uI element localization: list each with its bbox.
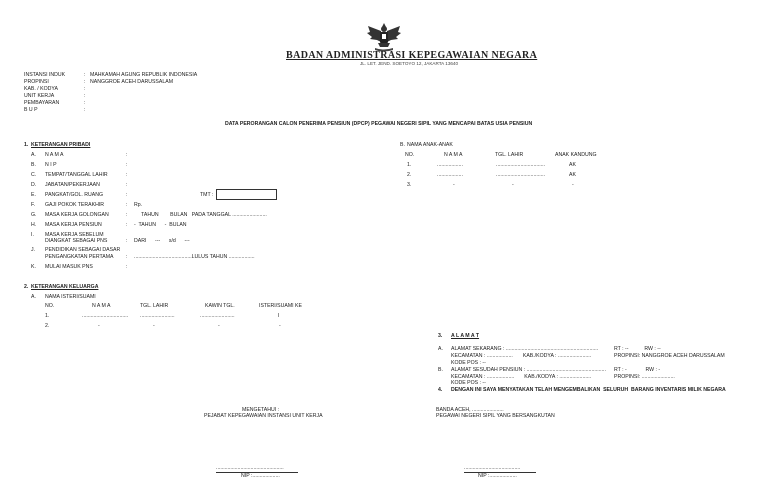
document-title: DATA PERORANGAN CALON PENERIMA PENSIUN (DPCP) PEGAWAI NEGERI SIPIL YANG MENCAPAI BATAS USIA PENSIUN (225, 121, 533, 127)
row-value: - TAHUN - BULAN (134, 222, 187, 228)
info-colon: : (84, 100, 86, 106)
row-label: MULAI MASUK PNS (45, 264, 93, 270)
row-colon: : (126, 152, 128, 158)
row-key: J. (31, 247, 36, 253)
row-key: B. (31, 162, 36, 168)
spouse-cell: ........................ (140, 313, 175, 319)
children-cell: - (572, 182, 574, 188)
row-label: JABATAN/PEKERJAAN (45, 182, 100, 188)
address-current-rtrw: RT : -- RW : -- (614, 346, 661, 352)
row-value: DARI --- s/d --- (134, 238, 190, 244)
row-label: N A M A (45, 152, 64, 158)
children-cell: - (453, 182, 455, 188)
row-colon: : (126, 172, 128, 178)
address-after-rtrw: RT : - RW : - (614, 367, 661, 373)
address-key: A. (438, 346, 443, 352)
children-header: N A M A (444, 152, 463, 158)
row-label: MASA KERJA GOLONGAN (45, 212, 109, 218)
children-cell: 3. (407, 182, 412, 188)
spouse-cell: - (279, 323, 281, 329)
row-label: MASA KERJA PENSIUN (45, 222, 102, 228)
address-current-province: PROPINSI: NANGGROE ACEH DARUSSALAM (614, 353, 725, 359)
section-number: 1. (24, 142, 29, 148)
row-key: F. (31, 202, 36, 208)
address-current-district: KECAMATAN : .................. KAB./KODYA : ....................... (451, 353, 592, 359)
address-current-line: ALAMAT SEKARANG : ................................................................ (451, 346, 599, 352)
info-value: MAHKAMAH AGUNG REPUBLIK INDONESIA (90, 72, 198, 78)
row-colon: : (126, 182, 128, 188)
tmt-label: TMT : (200, 192, 214, 198)
statement-key: 4. (438, 387, 443, 393)
children-cell: .................................. (496, 162, 546, 168)
row-label: DIANGKAT SEBAGAI PNS (45, 238, 108, 244)
row-key: G. (31, 212, 37, 218)
info-colon: : (84, 86, 86, 92)
sign-left-line2: PEJABAT KEPEGAWAIAN INSTANSI UNIT KERJA (204, 413, 323, 419)
row-label: GAJI POKOK TERAKHIR (45, 202, 104, 208)
row-key: C. (31, 172, 37, 178)
children-cell: AK (569, 162, 576, 168)
row-colon: : (126, 212, 128, 218)
row-colon: : (126, 238, 128, 244)
children-cell: - (512, 182, 514, 188)
children-cell: 2. (407, 172, 412, 178)
row-colon: : (126, 162, 128, 168)
section-number: 3. (438, 333, 443, 339)
address-after-province: PROPINSI: ....................... (614, 374, 675, 380)
info-colon: : (84, 107, 86, 113)
address-after-postcode: KODE POS : -- (451, 380, 486, 386)
address-after-line: ALAMAT SESUDAH PENSIUN : ....................................................... (451, 367, 606, 373)
info-colon: : (84, 72, 86, 78)
spouse-cell: I (278, 313, 280, 319)
spouse-header: TGL. LAHIR (140, 303, 169, 309)
sign-left-line1: MENGETAHUI : (242, 407, 280, 413)
row-label: MASA KERJA SEBELUM (45, 232, 104, 238)
sign-right-nip: NIP :................... (478, 473, 517, 479)
spouse-cell: 1. (45, 313, 50, 319)
spouse-header: N A M A (92, 303, 111, 309)
children-cell: .................. (437, 172, 463, 178)
section-title: KETERANGAN PRIBADI (31, 142, 91, 148)
row-value: Rp. (134, 202, 143, 208)
row-label: PENDIDIKAN SEBAGAI DASAR (45, 247, 121, 253)
row-label: PENGANGKATAN PERTAMA (45, 254, 114, 260)
section-number: 2. (24, 284, 29, 290)
agency-address: JL. LET. JEND. SOETOYO 12, JAKARTA 13640 (360, 61, 459, 66)
row-key: E. (31, 192, 36, 198)
address-key: B. (438, 367, 443, 373)
spouse-cell: 2. (45, 323, 50, 329)
children-header: ANAK KANDUNG (555, 152, 597, 158)
sign-right-line1: BANDA ACEH, ...................... (436, 407, 504, 413)
info-label: B U P (24, 107, 38, 113)
row-key: D. (31, 182, 37, 188)
row-colon: : (126, 202, 128, 208)
inventory-statement: DENGAN INI SAYA MENYATAKAN TELAH MENGEMBALIKAN SELURUH BARANG INVENTARIS MILIK NEGARA (451, 387, 726, 393)
address-current-postcode: KODE POS : -- (451, 360, 486, 366)
spouse-header: ISTERI/SUAMI KE (259, 303, 302, 309)
children-title: NAMA ANAK-ANAK (407, 142, 453, 148)
row-label: PANGKAT/GOL. RUANG (45, 192, 104, 198)
sign-left-nip: NIP :................... (241, 473, 280, 479)
spouse-label: NAMA ISTERI/SUAMI (45, 294, 96, 300)
spouse-cell: - (98, 323, 100, 329)
info-colon: : (84, 79, 86, 85)
sign-right-line2: PEGAWAI NEGERI SIPIL YANG BERSANGKUTAN (436, 413, 555, 419)
children-header: TGL. LAHIR (495, 152, 524, 158)
row-key: H. (31, 222, 37, 228)
row-label: TEMPAT/TANGGAL LAHIR (45, 172, 108, 178)
spouse-cell: - (153, 323, 155, 329)
info-label: PROPINSI (24, 79, 49, 85)
spouse-header: NO. (45, 303, 55, 309)
info-label: KAB. / KODYA (24, 86, 58, 92)
spouse-cell: ........................ (200, 313, 235, 319)
children-header: NO. (405, 152, 415, 158)
agency-title: BADAN ADMINISTRASI KEPEGAWAIAN NEGARA (286, 50, 538, 61)
children-cell: AK (569, 172, 576, 178)
row-key: I. (31, 232, 34, 238)
row-key: A. (31, 152, 36, 158)
children-cell: .................................. (496, 172, 546, 178)
row-key: K. (31, 264, 36, 270)
sign-left-name: ............................................... (216, 465, 284, 471)
row-value: ........................................LULUS TAHUN .................. (134, 254, 255, 260)
children-cell: .................. (437, 162, 463, 168)
info-label: UNIT KERJA (24, 93, 55, 99)
children-cell: 1. (407, 162, 412, 168)
spouse-key: A. (31, 294, 36, 300)
section-title: KETERANGAN KELUARGA (31, 284, 99, 290)
info-value: NANGGROE ACEH DARUSSALAM (90, 79, 174, 85)
row-colon: : (126, 264, 128, 270)
info-label: PEMBAYARAN (24, 100, 60, 106)
sign-right-name: ....................................... (464, 465, 521, 471)
row-colon: : (126, 222, 128, 228)
info-colon: : (84, 93, 86, 99)
spouse-cell: ................................ (82, 313, 129, 319)
address-after-district: KECAMATAN : ................... KAB./KODYA : ...................... (451, 374, 592, 380)
info-label: INSTANSI INDUK (24, 72, 66, 78)
row-value: TAHUN BULAN PADA TANGGAL ........................ (134, 212, 267, 218)
spouse-cell: - (218, 323, 220, 329)
row-colon: : (126, 254, 128, 260)
section-title: A L A M A T (451, 333, 480, 339)
tmt-field[interactable] (216, 189, 277, 200)
row-label: N I P (45, 162, 57, 168)
row-colon: : (126, 192, 128, 198)
children-key: B. (400, 142, 405, 148)
spouse-header: KAWIN TGL. (205, 303, 235, 309)
